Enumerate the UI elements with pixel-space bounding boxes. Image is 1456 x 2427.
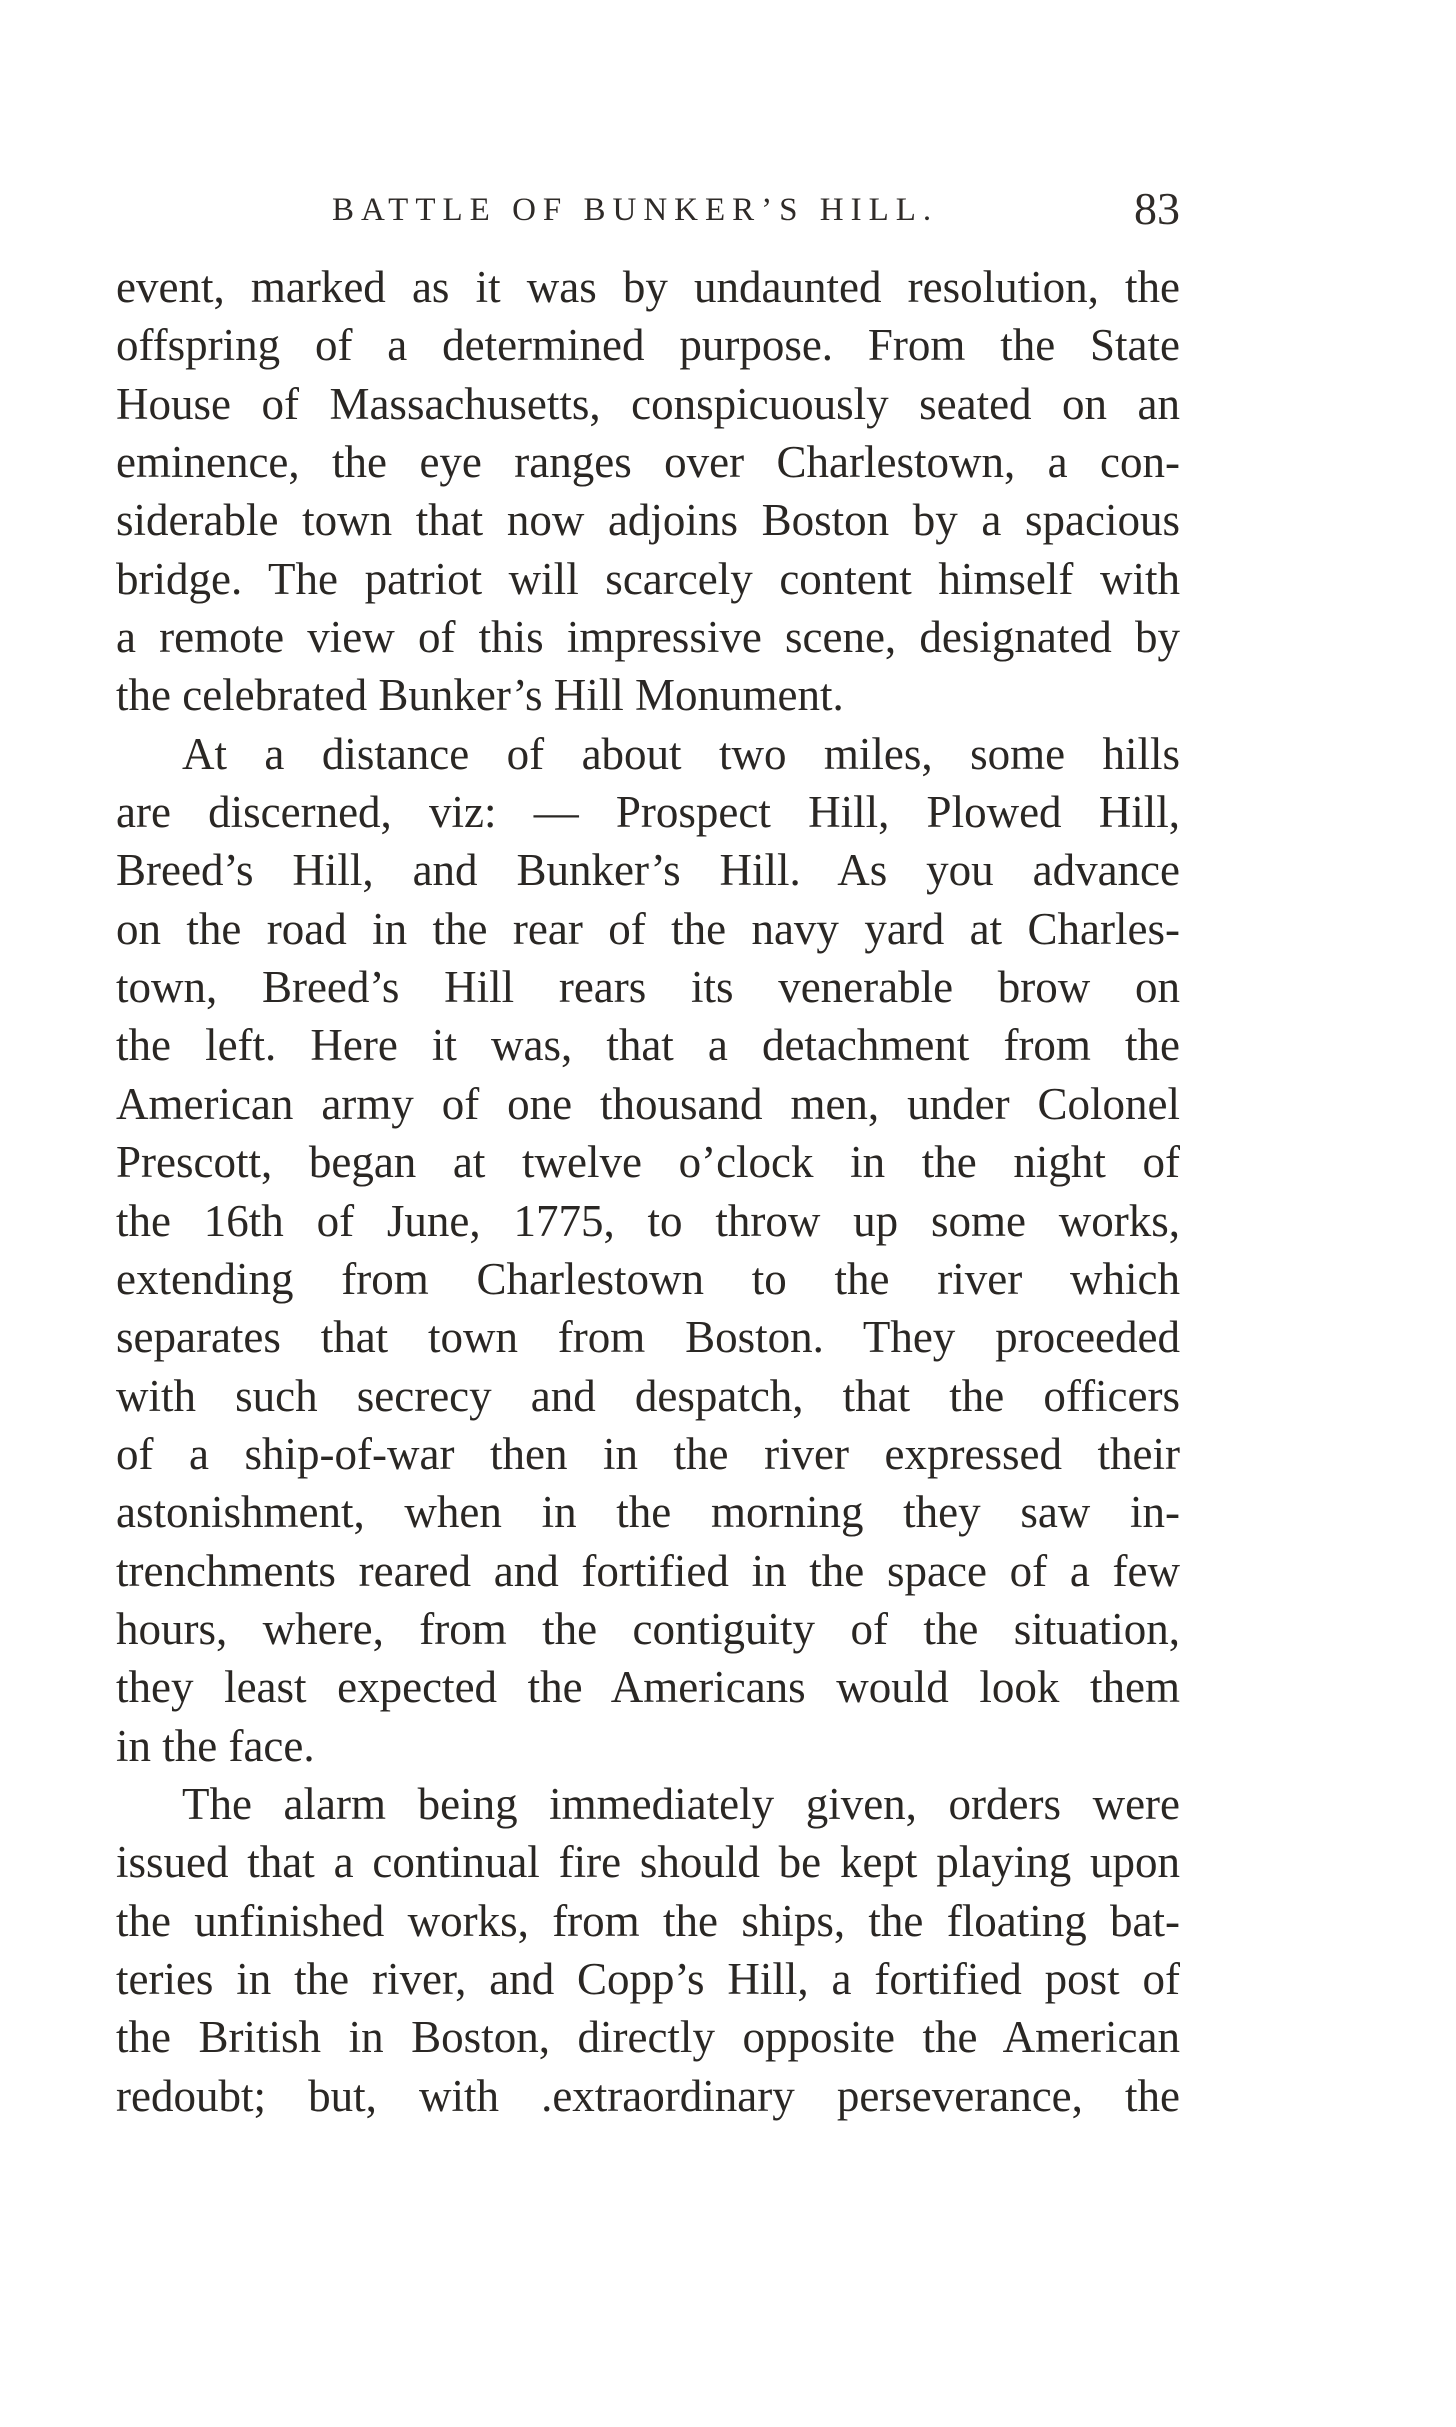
text-line: astonishment, when in the morning they saw in-: [116, 1487, 1180, 1538]
text-line: American army of one thousand men, under Colonel: [116, 1078, 1180, 1129]
text-line: in the face.: [116, 1720, 315, 1771]
text-line: with such secrecy and despatch, that the officers: [116, 1370, 1180, 1421]
text-line: separates that town from Boston. They proceeded: [116, 1312, 1180, 1363]
text-line: event, marked as it was by undaunted resolution, the: [116, 262, 1180, 312]
text-line: redoubt; but, with .extraordinary perseverance, the: [116, 2070, 1180, 2121]
text-line: the 16th of June, 1775, to throw up some works,: [116, 1195, 1180, 1246]
text-line: offspring of a determined purpose. From the State: [116, 320, 1180, 371]
text-line: are discerned, viz: — Prospect Hill, Plowed Hill,: [116, 787, 1180, 838]
text-line: trenchments reared and fortified in the space of a few: [116, 1545, 1180, 1596]
text-line: hours, where, from the contiguity of the situation,: [116, 1603, 1180, 1654]
text-line: the celebrated Bunker’s Hill Monument.: [116, 670, 844, 721]
text-line: eminence, the eye ranges over Charlestown, a con-: [116, 437, 1180, 488]
text-line: At a distance of about two miles, some hills: [182, 728, 1180, 779]
text-line: The alarm being immediately given, orders were: [182, 1778, 1180, 1829]
paragraph: [116, 1775, 1180, 2125]
running-head: [118, 182, 1180, 242]
text-line: House of Massachusetts, conspicuously seated on an: [116, 378, 1180, 429]
text-line: town, Breed’s Hill rears its venerable brow on: [116, 962, 1180, 1013]
paragraph: [116, 258, 1180, 725]
text-line: bridge. The patriot will scarcely content himself with: [116, 553, 1180, 604]
text-line: the British in Boston, directly opposite the American: [116, 2012, 1180, 2063]
text-line: teries in the river, and Copp’s Hill, a fortified post of: [116, 1953, 1180, 2004]
paragraph: [116, 725, 1180, 1775]
text-line: issued that a continual fire should be kept playing upon: [116, 1837, 1180, 1888]
text-line: of a ship-of-war then in the river expressed their: [116, 1428, 1180, 1479]
text-line: Breed’s Hill, and Bunker’s Hill. As you advance: [116, 845, 1180, 896]
text-line: a remote view of this impressive scene, designated by: [116, 612, 1180, 663]
text-line: extending from Charlestown to the river which: [116, 1253, 1180, 1304]
text-line: Prescott, began at twelve o’clock in the night of: [116, 1137, 1180, 1188]
running-title: BATTLE OF BUNKER’S HILL.: [332, 192, 939, 228]
text-line: on the road in the rear of the navy yard at Charles-: [116, 903, 1180, 954]
page-number: 83: [1134, 183, 1180, 234]
body-text: [116, 258, 1180, 2125]
text-line: they least expected the Americans would look them: [116, 1662, 1180, 1713]
text-line: siderable town that now adjoins Boston by a spacious: [116, 495, 1180, 546]
text-line: the unfinished works, from the ships, the floating bat-: [116, 1895, 1180, 1946]
text-line: the left. Here it was, that a detachment from the: [116, 1020, 1180, 1071]
